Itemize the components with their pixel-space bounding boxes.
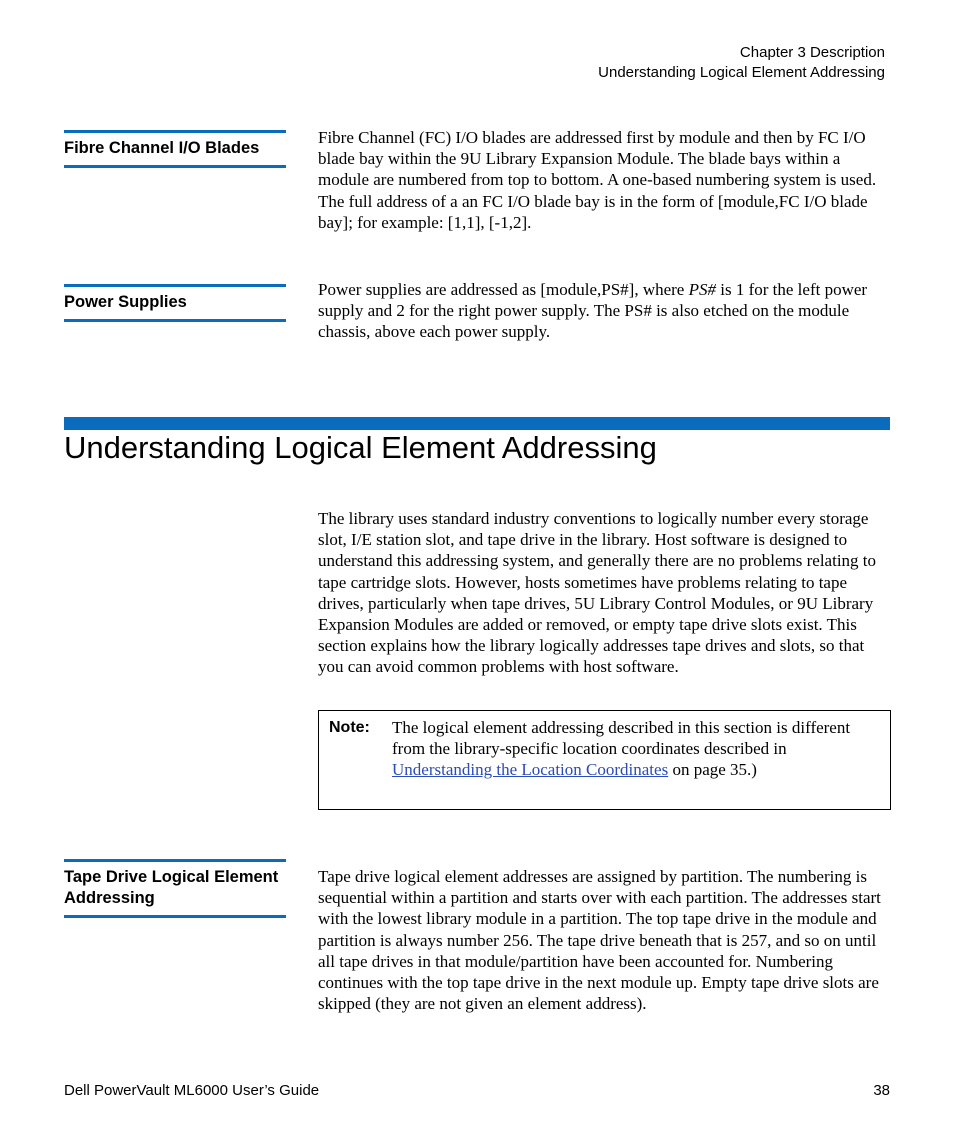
fc-blades-heading: Fibre Channel I/O Blades: [64, 130, 286, 168]
header-section: Understanding Logical Element Addressing: [598, 64, 885, 81]
note-text-end: on page 35.): [668, 760, 757, 780]
tape-drive-heading: Tape Drive Logical Element Addressing: [64, 859, 286, 918]
power-supplies-heading: Power Supplies: [64, 284, 286, 322]
ps-number-italic: PS#: [688, 280, 716, 299]
running-header: [598, 43, 885, 83]
note-text: [392, 717, 862, 781]
header-chapter: Chapter 3 Description: [739, 44, 885, 61]
tape-drive-body: Tape drive logical element addresses are assigned by partition. The numbering is sequential within a partition and starts over with each partition. The addresses start with the lowest library module in a partition. The top tape drive in the module and partition is always number 256. The tape drive beneath that is 257, and so on until all tape drives in that module/partition have been accounted for. Numbering continues with the top tape drive in the next module up. Empty tape drive slots are skipped (they are not given an element address).: [318, 867, 881, 1014]
power-supplies-body-start: Power supplies are addressed as [module,PS#], where: [318, 280, 689, 299]
intro-paragraph: The library uses standard industry conventions to logically number every storage slot, I/E station slot, and tape drive in the library. Host software is designed to understand this addressing system, and generally there are no problems relating to tape cartridge slots. However, hosts sometimes have problems relating to tape drives, particularly when tape drives, 5U Library Control Modules, or 9U Library Expansion Modules are added or removed, or empty tape drive slots exist. This section explains how the library logically addresses tape drives and slots, so that you can avoid common problems with host software.: [318, 509, 877, 677]
section-title: Understanding Logical Element Addressing: [64, 430, 657, 465]
fc-blades-body: Fibre Channel (FC) I/O blades are addressed first by module and then by FC I/O blade bay within the 9U Library Expansion Module. The blade bays within a module are numbered from top to bottom. A one-based numbering system is used. The full address of a an FC I/O blade bay is in the form of [module,FC I/O blade bay]; for example: [1,1], [-1,2].: [318, 128, 877, 232]
location-coordinates-link[interactable]: Understanding the Location Coordinates: [392, 760, 669, 780]
footer-title: Dell PowerVault ML6000 User’s Guide: [64, 1082, 320, 1099]
note-label: Note:: [329, 719, 370, 736]
page-number: 38: [873, 1082, 890, 1099]
power-supplies-body: [318, 279, 890, 343]
note-text-start: The logical element addressing described in this section is different from the library-specific location coordinates described in: [392, 718, 851, 759]
power-supplies-body-end: is 1 for the left power supply and 2 for the right power supply. The PS# is also etched on the module chassis, above each power supply.: [318, 280, 868, 342]
note-box: [318, 710, 891, 810]
